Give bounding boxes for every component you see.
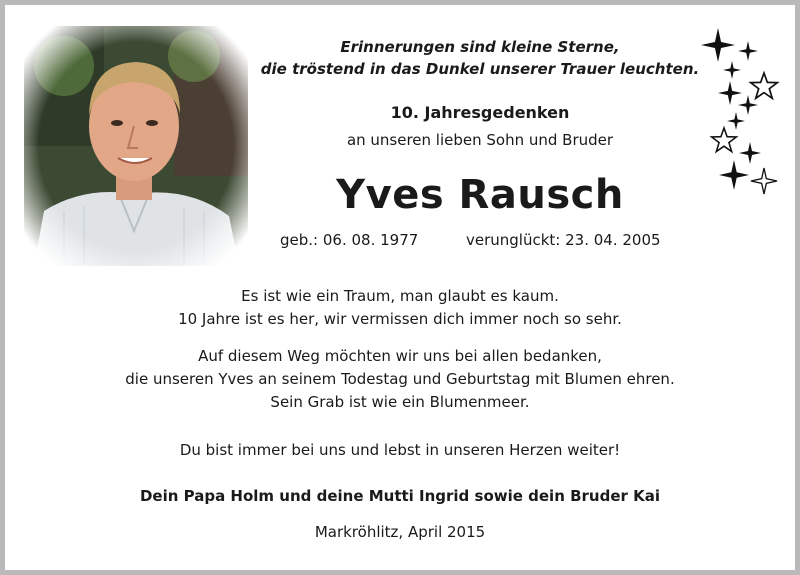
poem-line: 10 Jahre ist es her, wir vermissen dich immer noch so sehr.: [178, 310, 622, 328]
place-date: Markröhlitz, April 2015: [314, 523, 486, 541]
thanks-paragraph: [80, 345, 720, 414]
portrait-photo: [24, 26, 248, 266]
star-icon: [738, 41, 758, 61]
star-icon: [751, 168, 777, 194]
family-signature: Dein Papa Holm und deine Mutti Ingrid sowie dein Bruder Kai: [139, 487, 661, 505]
thanks-line: die unseren Yves an seinem Todestag und Geburtstag mit Blumen ehren.: [125, 370, 675, 388]
star-icon: [739, 142, 761, 164]
motto-line: die tröstend in das Dunkel unserer Trauer leuchten.: [260, 60, 700, 78]
thanks-line: Auf diesem Weg möchten wir uns bei allen bedanken,: [198, 347, 602, 365]
deceased-name: Yves Rausch: [336, 172, 624, 218]
stars-decoration: [700, 25, 790, 200]
star-icon: [751, 73, 778, 98]
anniversary-heading: 10. Jahresgedenken: [390, 103, 570, 122]
star-icon: [727, 112, 745, 130]
dedication-text: an unseren lieben Sohn und Bruder: [346, 131, 614, 149]
motto: [250, 36, 710, 80]
star-icon: [712, 128, 737, 152]
star-icon: [719, 160, 749, 190]
motto-line: Erinnerungen sind kleine Sterne,: [340, 38, 620, 56]
poem-line: Es ist wie ein Traum, man glaubt es kaum.: [241, 287, 559, 305]
star-icon: [723, 61, 741, 79]
closing-line: Du bist immer bei uns und lebst in unseren Herzen weiter!: [179, 441, 621, 459]
star-icon: [718, 81, 742, 105]
birth-date: geb.: 06. 08. 1977: [280, 231, 419, 249]
star-icon: [701, 28, 735, 62]
poem: [80, 285, 720, 331]
thanks-line: Sein Grab ist wie ein Blumenmeer.: [270, 393, 530, 411]
death-date: verunglückt: 23. 04. 2005: [466, 231, 661, 249]
